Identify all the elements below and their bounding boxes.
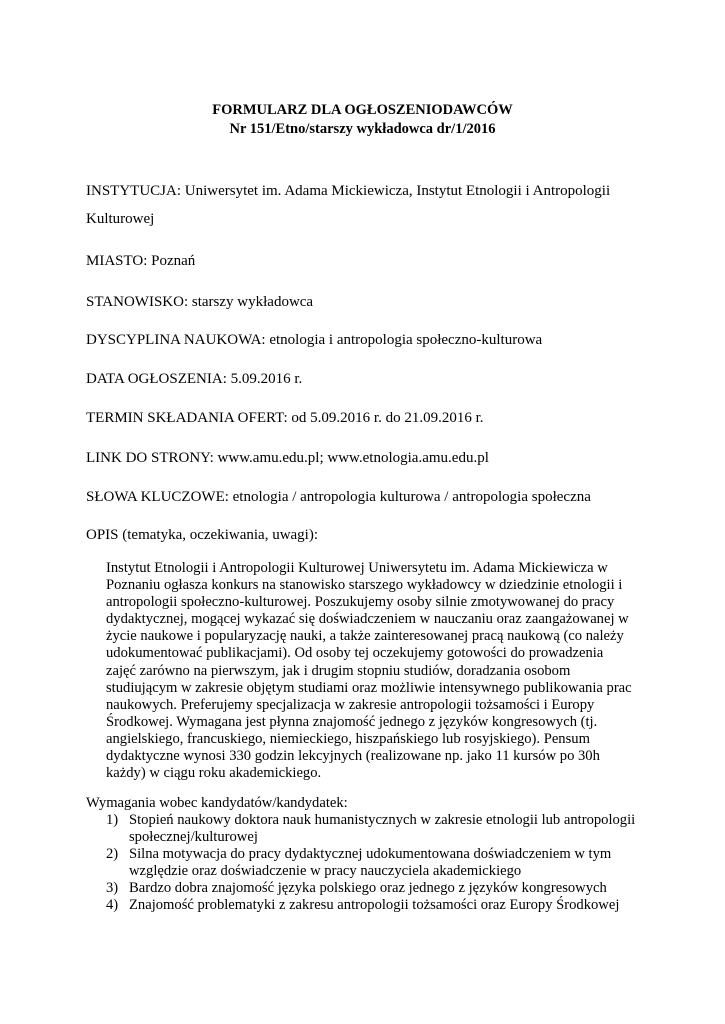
requirement-number: 3) <box>106 880 119 896</box>
field-opis: OPIS (tematyka, oczekiwania, uwagi): <box>86 527 319 543</box>
field-instytucja-line1: INSTYTUCJA: Uniwersytet im. Adama Mickiewicza, Instytut Etnologii i Antropologii <box>86 183 611 199</box>
requirement-number: 1) <box>106 812 119 828</box>
requirement-item <box>86 846 646 880</box>
requirement-text: Silna motywacja do pracy dydaktycznej udokumentowana doświadczeniem w tym <box>129 846 612 862</box>
requirement-item <box>86 880 646 897</box>
field-termin: TERMIN SKŁADANIA OFERT: od 5.09.2016 r. do 21.09.2016 r. <box>86 410 484 426</box>
description-line: każdy) w ciągu roku akademickiego. <box>106 765 322 782</box>
field-slowa-kluczowe: SŁOWA KLUCZOWE: etnologia / antropologia kulturowa / antropologia społeczna <box>86 489 591 505</box>
description-line: angielskiego, francuskiego, niemieckiego, hiszpańskiego lub rosyjskiego). Pensum <box>106 730 590 747</box>
requirement-text-cont: społecznej/kulturowej <box>129 829 258 845</box>
requirement-text: Bardzo dobra znajomość języka polskiego oraz jednego z języków kongresowych <box>129 880 607 896</box>
field-dyscyplina: DYSCYPLINA NAUKOWA: etnologia i antropologia społeczno-kulturowa <box>86 332 543 348</box>
description-line: Instytut Etnologii i Antropologii Kulturowej Uniwersytetu im. Adama Mickiewicza w <box>106 560 608 576</box>
requirement-item <box>86 812 646 846</box>
description-line: udokumentować publikacjami). Od osoby tej oczekujemy gotowości do prowadzenia <box>106 645 604 662</box>
description-line: dydaktycznej, mogącej wykazać się doświadczeniem w nauczaniu oraz zaangażowanej w <box>106 611 629 628</box>
field-data-ogloszenia: DATA OGŁOSZENIA: 5.09.2016 r. <box>86 371 303 387</box>
field-link: LINK DO STRONY: www.amu.edu.pl; www.etnologia.amu.edu.pl <box>86 450 489 466</box>
requirement-text-cont: względzie oraz doświadczenie w pracy nauczyciela akademickiego <box>129 863 522 879</box>
description-line: naukowych. Preferujemy specjalizacja w zakresie antropologii tożsamości i Europy <box>106 696 595 713</box>
document-title: FORMULARZ DLA OGŁOSZENIODAWCÓW <box>212 102 513 118</box>
document-subtitle: Nr 151/Etno/starszy wykładowca dr/1/2016 <box>229 121 496 137</box>
field-stanowisko: STANOWISKO: starszy wykładowca <box>86 294 314 310</box>
field-miasto: MIASTO: Poznań <box>86 253 196 269</box>
field-instytucja-line2: Kulturowej <box>86 211 155 227</box>
description-line: zajęć zarówno na pierwszym, jak i drugim stopniu studiów, doradzania osobom <box>106 662 571 679</box>
description-line: życie naukowe i popularyzację nauki, a także zainteresowanej pracą naukową (co należy <box>106 628 624 645</box>
description-line: dydaktyczne wynosi 330 godzin lekcyjnych (realizowane np. jako 11 kursów po 30h <box>106 748 600 765</box>
description-line: Środkowej. Wymagana jest płynna znajomość jednego z języków kongresowych (tj. <box>106 713 598 730</box>
description-line: Poznaniu ogłasza konkurs na stanowisko starszego wykładowcy w dziedzinie etnologii i <box>106 577 623 594</box>
description-line: studiującym w zakresie objętym studiami oraz możliwie intensywnego publikowania prac <box>106 679 632 696</box>
requirements-list <box>86 812 646 914</box>
requirements-intro: Wymagania wobec kandydatów/kandydatek: <box>86 795 348 811</box>
description-paragraph <box>106 560 646 782</box>
requirement-item <box>86 897 646 914</box>
requirement-number: 2) <box>106 846 119 862</box>
requirement-number: 4) <box>106 897 119 913</box>
description-line: antropologii społeczno-kulturowej. Poszukujemy osoby silnie zmotywowanej do pracy <box>106 594 615 611</box>
requirement-text: Znajomość problematyki z zakresu antropologii tożsamości oraz Europy Środkowej <box>129 897 620 913</box>
requirement-text: Stopień naukowy doktora nauk humanistycznych w zakresie etnologii lub antropologii <box>129 812 636 828</box>
document-header <box>0 101 725 139</box>
